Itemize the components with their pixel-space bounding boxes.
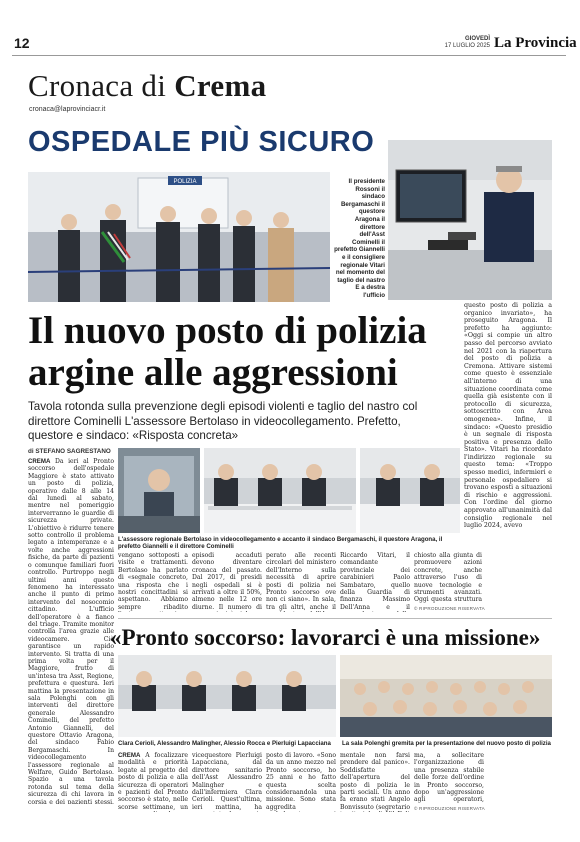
main-headline: Il nuovo posto di polizia argine alle aggressioni	[28, 309, 427, 394]
newspaper-brand: La Provincia	[494, 35, 577, 51]
police-office-photo	[388, 140, 552, 300]
second-headline: «Pronto soccorso: lavorarci è una missione»	[110, 625, 541, 650]
article-byline: di STEFANO SAGRESTANO	[28, 448, 111, 455]
main-subheadline: Tavola rotonda sulla prevenzione degli episodi violenti e taglio del nastro col direttore Cominelli L'assessore Bertolaso in videocollegamento. Prefetto, questore e sindaco: «Risposta concreta»	[28, 400, 418, 442]
article2-column-5: mentale non farsi prendere dal panico». Soddisfatte dell'apertura del posto di polizia le parti sociali. Un anno fa erano stati Angelo Bonvissuto (segretario	[340, 752, 410, 811]
article-right-column: questo posto di polizia a organico invariato», ha proseguito Aragona. Il prefetto ha aggiunto: «Oggi si compie un altro passo del percorso avviato nel 2021 con la riapertura del posto di polizia a Cremona. Attivare sistemi come questo è essenziale all'interno di una situazione coordinata come quella già esistente con il protocollo di sicurezza, sottoscritto con Area omogenea». Infine, il sindaco: «Questo presidio è un segnale di risposta positiva e presenza dello Stato». Vitari ha ricordato l'indirizzo regionale su questo tema: «Troppo spesso medici, infermieri e personale ospedaliero si trovano esposti a situazioni di rischio e aggressioni. Con l'ordine del giorno approvato all'unanimità dal consiglio regionale nel luglio 2024, avevo	[464, 302, 552, 530]
main-photo-caption: Il presidente Rossoni il sindaco Bergamaschi il questore Aragona il direttore dell'Asst Cominelli il prefetto Giannelli e il consigliere regionale Vitari nel momento del taglio del nastro E a destra l'ufficio	[334, 178, 385, 299]
ribbon-cutting-photo	[28, 172, 330, 302]
article-column-1-text: Da ieri al Pronto soccorso dell'ospedale Maggiore è stato attivato un posto di polizia, operativo dalle 8 alle 14 dal lunedì al sabato, mentre nel pomeriggio interverranno le guardie di sicurezza private. L'obiettivo è ridurre tenere sotto controllo il problema legato a intemperanze e a volte anche aggressioni fisiche, da parte di pazienti o comunque familiari fuori controllo. Purtroppo negli ultimi anni questo fenomeno ha interessato anche il punto di primo intervento del nosocomio cittadino. L'ufficio dell'operatore è a fianco del triage. Tramite monitor controlla l'area grazie alle videocamere. Ciò garantisce un rapido intervento. Si tratta di una prima volta per il Maggiore, frutto di un'intesa tra Asst, Regione, prefettura e questura. Ieri mattina la presentazione in sala Polenghi con gli interventi del direttore generale Alessandro Cominelli, del prefetto Antonio Giannelli, del questore Ottavio Aragona, del sindaco Fabio Bergamaschi. In videocollegamento l'assessore regionale al Welfare, Guido Bertolaso. Spazio a una tavola rotonda sul tema della sicurezza di chi lavora in corsia e dei pazienti stessi.	[28, 458, 114, 804]
article2-column-2	[118, 752, 188, 812]
article2-column-3: vicequestore Pierluigi Lapacciana, dal direttore sanitario dell'Asst Alessandro Malingher e dall'infermiera Clara Cerioli. Quest'ultima, ieri mattina, ha	[192, 752, 262, 811]
audience-photo	[340, 655, 552, 737]
article2-column-6: ma, a sollecitare l'organizzazione di una presenza stabile delle forze dell'ordine in Pronto soccorso, dopo un'aggressione agli operatori,	[414, 752, 484, 804]
masthead-date-text: 17 LUGLIO 2025	[444, 43, 490, 49]
article-column-1	[28, 458, 114, 804]
article-column-4: perato alle recenti circolari del ministero dell'Interno sulla necessità di aprire posti di polizia nei Pronto soccorso ove non ci siano». In sala, tra gli altri, anche il	[266, 552, 336, 611]
panel-table-photo-2	[360, 448, 460, 533]
article-column-3: episodi accaduti devono diventare cronaca del passato. Dal 2017, di presidi negli ospedali si è arrivati a oltre il 50%, almeno nelle 12 ore diurne. Il numero di	[192, 552, 262, 611]
masthead-divider	[12, 55, 566, 56]
masthead-date	[400, 36, 490, 50]
section-prefix: Cronaca di	[28, 68, 167, 103]
page-number: 12	[14, 35, 30, 51]
article1-signature: © RIPRODUZIONE RISERVATA	[414, 606, 485, 611]
article2-dateline-tag: CREMA	[118, 752, 141, 759]
police-sign-text: POLIZIA	[173, 179, 197, 185]
panel-table-photo-1	[204, 448, 356, 533]
article2-signature: © RIPRODUZIONE RISERVATA	[414, 806, 485, 811]
article2-column-4: posto di lavoro. «Sono da un anno mezzo nel Pronto soccorso, ho 25 anni e ho fatto questa scelta consideraandola una missione. Sono stata aggredita	[266, 752, 336, 811]
audience-photo-caption: La sala Polenghi gremita per la presentazione del nuovo posto di polizia	[342, 740, 551, 747]
article-divider	[118, 618, 552, 619]
article2-column-2-text: A focalizzare modalità e priorità legate al progetto del posto di polizia e alla sicurezza di operatori e pazienti del Pronto soccorso è stato, nelle scorse settimane, un	[118, 752, 188, 811]
dateline-tag: CREMA	[28, 458, 51, 465]
strip-photo-caption: L'assessore regionale Bertolaso in videocollegamento e accanto il sindaco Bergamaschi, il questore Aragona, il prefetto Giannelli e il direttore Cominelli	[118, 536, 443, 551]
group-photo-caption: Clara Cerioli, Alessandro Malingher, Alessio Rocca e Pierluigi Lapacciana	[118, 740, 331, 747]
section-email[interactable]: cronaca@laprovinciacr.it	[29, 106, 106, 113]
article-column-2: vengano sottoposti a visite e trattamenti. Bertolaso ha parlato di «segnale concreto, una risposta che i nostri concittadini si aspettano. Abbiamo sempre ribadito	[118, 552, 188, 611]
videoconference-photo	[118, 448, 200, 533]
article-column-6: chiosto alla giunta di promuovere azioni concrete, anche attraverso l'uso di nuove tecnologie e strumenti avanzati. Oggi questa struttura	[414, 552, 482, 604]
section-title	[28, 68, 266, 104]
section-city: Crema	[174, 68, 267, 103]
masthead-weekday: GIOVEDÌ	[464, 36, 490, 42]
working-group-photo	[118, 655, 336, 737]
article-column-5: Riccardo Vitari, il comandante provinciale dei carabinieri Paolo Sambataro, quello della Guardia di finanza Massimo Dell'Anna e il	[340, 552, 410, 611]
kicker-title: OSPEDALE PIÙ SICURO	[28, 126, 375, 158]
